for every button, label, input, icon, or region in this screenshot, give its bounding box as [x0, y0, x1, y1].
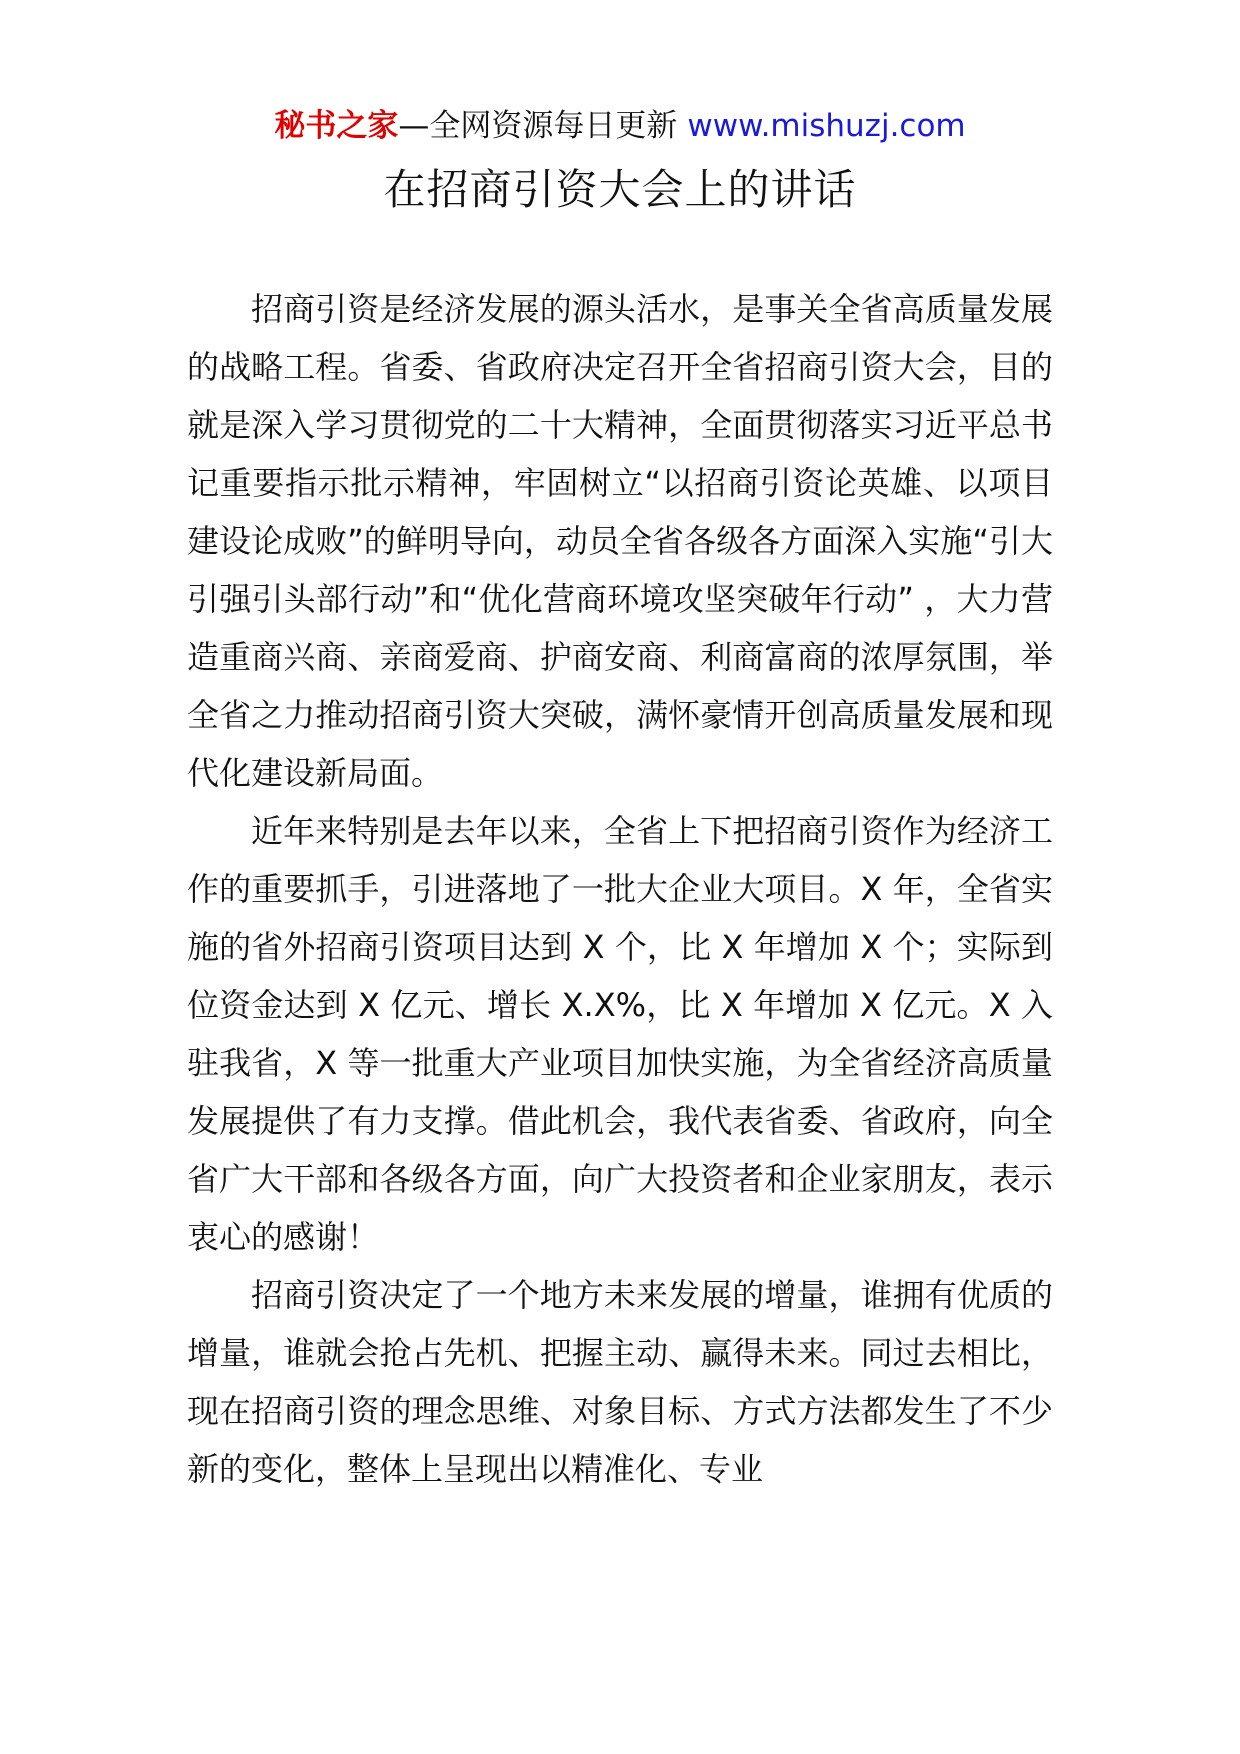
brand-name: 秘书之家: [274, 108, 399, 144]
document-body: [187, 280, 1053, 1498]
paragraph: 招商引资是经济发展的源头活水，是事关全省高质量发展的战略工程。省委、省政府决定召开全省招商引资大会，目的就是深入学习贯彻党的二十大精神，全面贯彻落实习近平总书记重要指示批示精神，牢固树立“以招商引资论英雄、以项目建设论成败”的鲜明导向，动员全省各级各方面深入实施“引大引强引头部行动”和“优化营商环境攻坚突破年行动” ，大力营造重商兴商、亲商爱商、护商安商、利商富商的浓厚氛围，举全省之力推动招商引资大突破，满怀豪情开创高质量发展和现代化建设新局面。: [187, 290, 1053, 792]
header-tagline: —全网资源每日更新: [398, 108, 678, 144]
watermark-header: [0, 104, 1240, 148]
site-url-link[interactable]: www.mishuzj.com: [687, 108, 966, 144]
paragraph: 近年来特别是去年以来，全省上下把招商引资作为经济工作的重要抓手，引进落地了一批大企业大项目。X 年，全省实施的省外招商引资项目达到 X 个，比 X 年增加 X 个；实际到位资金达到 X 亿元、增长 X.X%，比 X 年增加 X 亿元。X 入驻我省，X 等一批重大产业项目加快实施，为全省经济高质量发展提供了有力支撑。借此机会，我代表省委、省政府，向全省广大干部和各级各方面，向广大投资者和企业家朋友，表示衷心的感谢！: [187, 812, 1053, 1256]
document-title: 在招商引资大会上的讲话: [383, 165, 857, 214]
paragraph: 招商引资决定了一个地方未来发展的增量，谁拥有优质的增量，谁就会抢占先机、把握主动、赢得未来。同过去相比，现在招商引资的理念思维、对象目标、方式方法都发生了不少新的变化，整体上呈现出以精准化、专业: [187, 1276, 1053, 1488]
